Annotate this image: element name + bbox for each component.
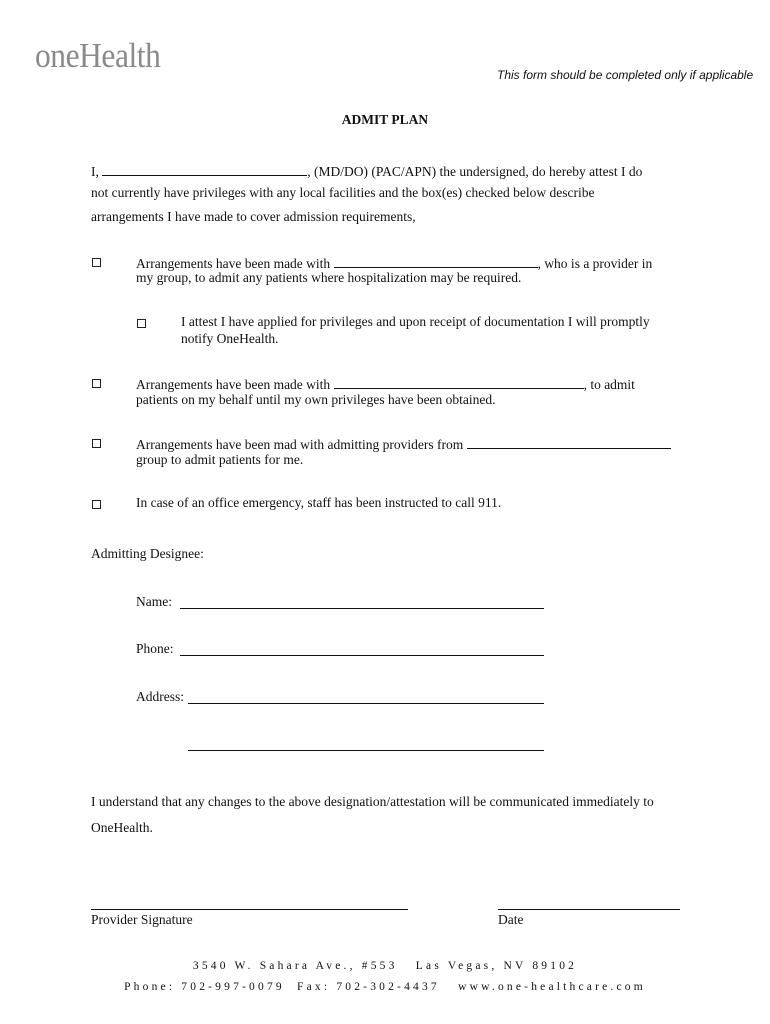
option-4-line: In case of an office emergency, staff has been instructed to call 911. bbox=[136, 495, 502, 510]
option-1a-line-2: notify OneHealth. bbox=[181, 331, 279, 346]
intro-line-1 bbox=[91, 161, 642, 180]
intro-line-3: arrangements I have made to cover admission requirements, bbox=[91, 209, 416, 224]
provider-name-field[interactable] bbox=[102, 161, 307, 176]
option-1a-line-1: I attest I have applied for privileges and upon receipt of documentation I will promptly bbox=[181, 314, 650, 329]
option-3-group-field[interactable] bbox=[467, 434, 671, 449]
option-2-suffix: , to admit bbox=[583, 377, 635, 392]
option-1-suffix: , who is a provider in bbox=[537, 256, 653, 271]
intro-suffix: , (MD/DO) (PAC/APN) the undersigned, do hereby attest I do bbox=[307, 164, 643, 179]
footer-address: 3540 W. Sahara Ave., #553 Las Vegas, NV 89102 bbox=[192, 960, 578, 972]
option-2-provider-field[interactable] bbox=[334, 374, 584, 389]
option-1-line-2: my group, to admit any patients where hospitalization may be required. bbox=[136, 270, 522, 285]
option-4-checkbox[interactable] bbox=[92, 500, 101, 509]
designee-heading: Admitting Designee: bbox=[91, 546, 204, 561]
onehealth-logo: oneHealth bbox=[35, 36, 161, 75]
designee-address-field-2[interactable] bbox=[188, 750, 544, 751]
date-label: Date bbox=[498, 912, 524, 927]
footer-contact: Phone: 702-997-0079 Fax: 702-302-4437 www.one-healthcare.com bbox=[124, 981, 646, 993]
closing-line-2: OneHealth. bbox=[91, 820, 153, 835]
option-1a-checkbox[interactable] bbox=[137, 319, 146, 328]
designee-address-label: Address: bbox=[136, 689, 184, 704]
option-2-line-1 bbox=[136, 374, 635, 393]
option-1-checkbox[interactable] bbox=[92, 258, 101, 267]
intro-line-2: not currently have privileges with any local facilities and the box(es) checked below describe bbox=[91, 185, 595, 200]
page-title: ADMIT PLAN bbox=[341, 112, 429, 127]
intro-prefix: I, bbox=[91, 164, 99, 179]
designee-phone-field[interactable] bbox=[180, 655, 544, 656]
option-3-prefix: Arrangements have been mad with admitting providers from bbox=[136, 437, 464, 452]
option-2-line-2: patients on my behalf until my own privileges have been obtained. bbox=[136, 392, 496, 407]
option-3-line-2: group to admit patients for me. bbox=[136, 452, 304, 467]
designee-name-label: Name: bbox=[136, 594, 172, 609]
designee-address-field[interactable] bbox=[188, 703, 544, 704]
applicability-note: This form should be completed only if applicable bbox=[497, 68, 754, 82]
option-1-prefix: Arrangements have been made with bbox=[136, 256, 331, 271]
date-field[interactable] bbox=[498, 909, 680, 910]
closing-line-1: I understand that any changes to the above designation/attestation will be communicated immediately to bbox=[91, 794, 654, 809]
designee-name-field[interactable] bbox=[180, 608, 544, 609]
provider-signature-field[interactable] bbox=[91, 909, 408, 910]
designee-phone-label: Phone: bbox=[136, 641, 174, 656]
option-2-checkbox[interactable] bbox=[92, 379, 101, 388]
option-1-provider-field[interactable] bbox=[334, 253, 538, 268]
provider-signature-label: Provider Signature bbox=[91, 912, 193, 927]
option-3-checkbox[interactable] bbox=[92, 439, 101, 448]
option-2-prefix: Arrangements have been made with bbox=[136, 377, 331, 392]
option-3-line-1 bbox=[136, 434, 671, 453]
